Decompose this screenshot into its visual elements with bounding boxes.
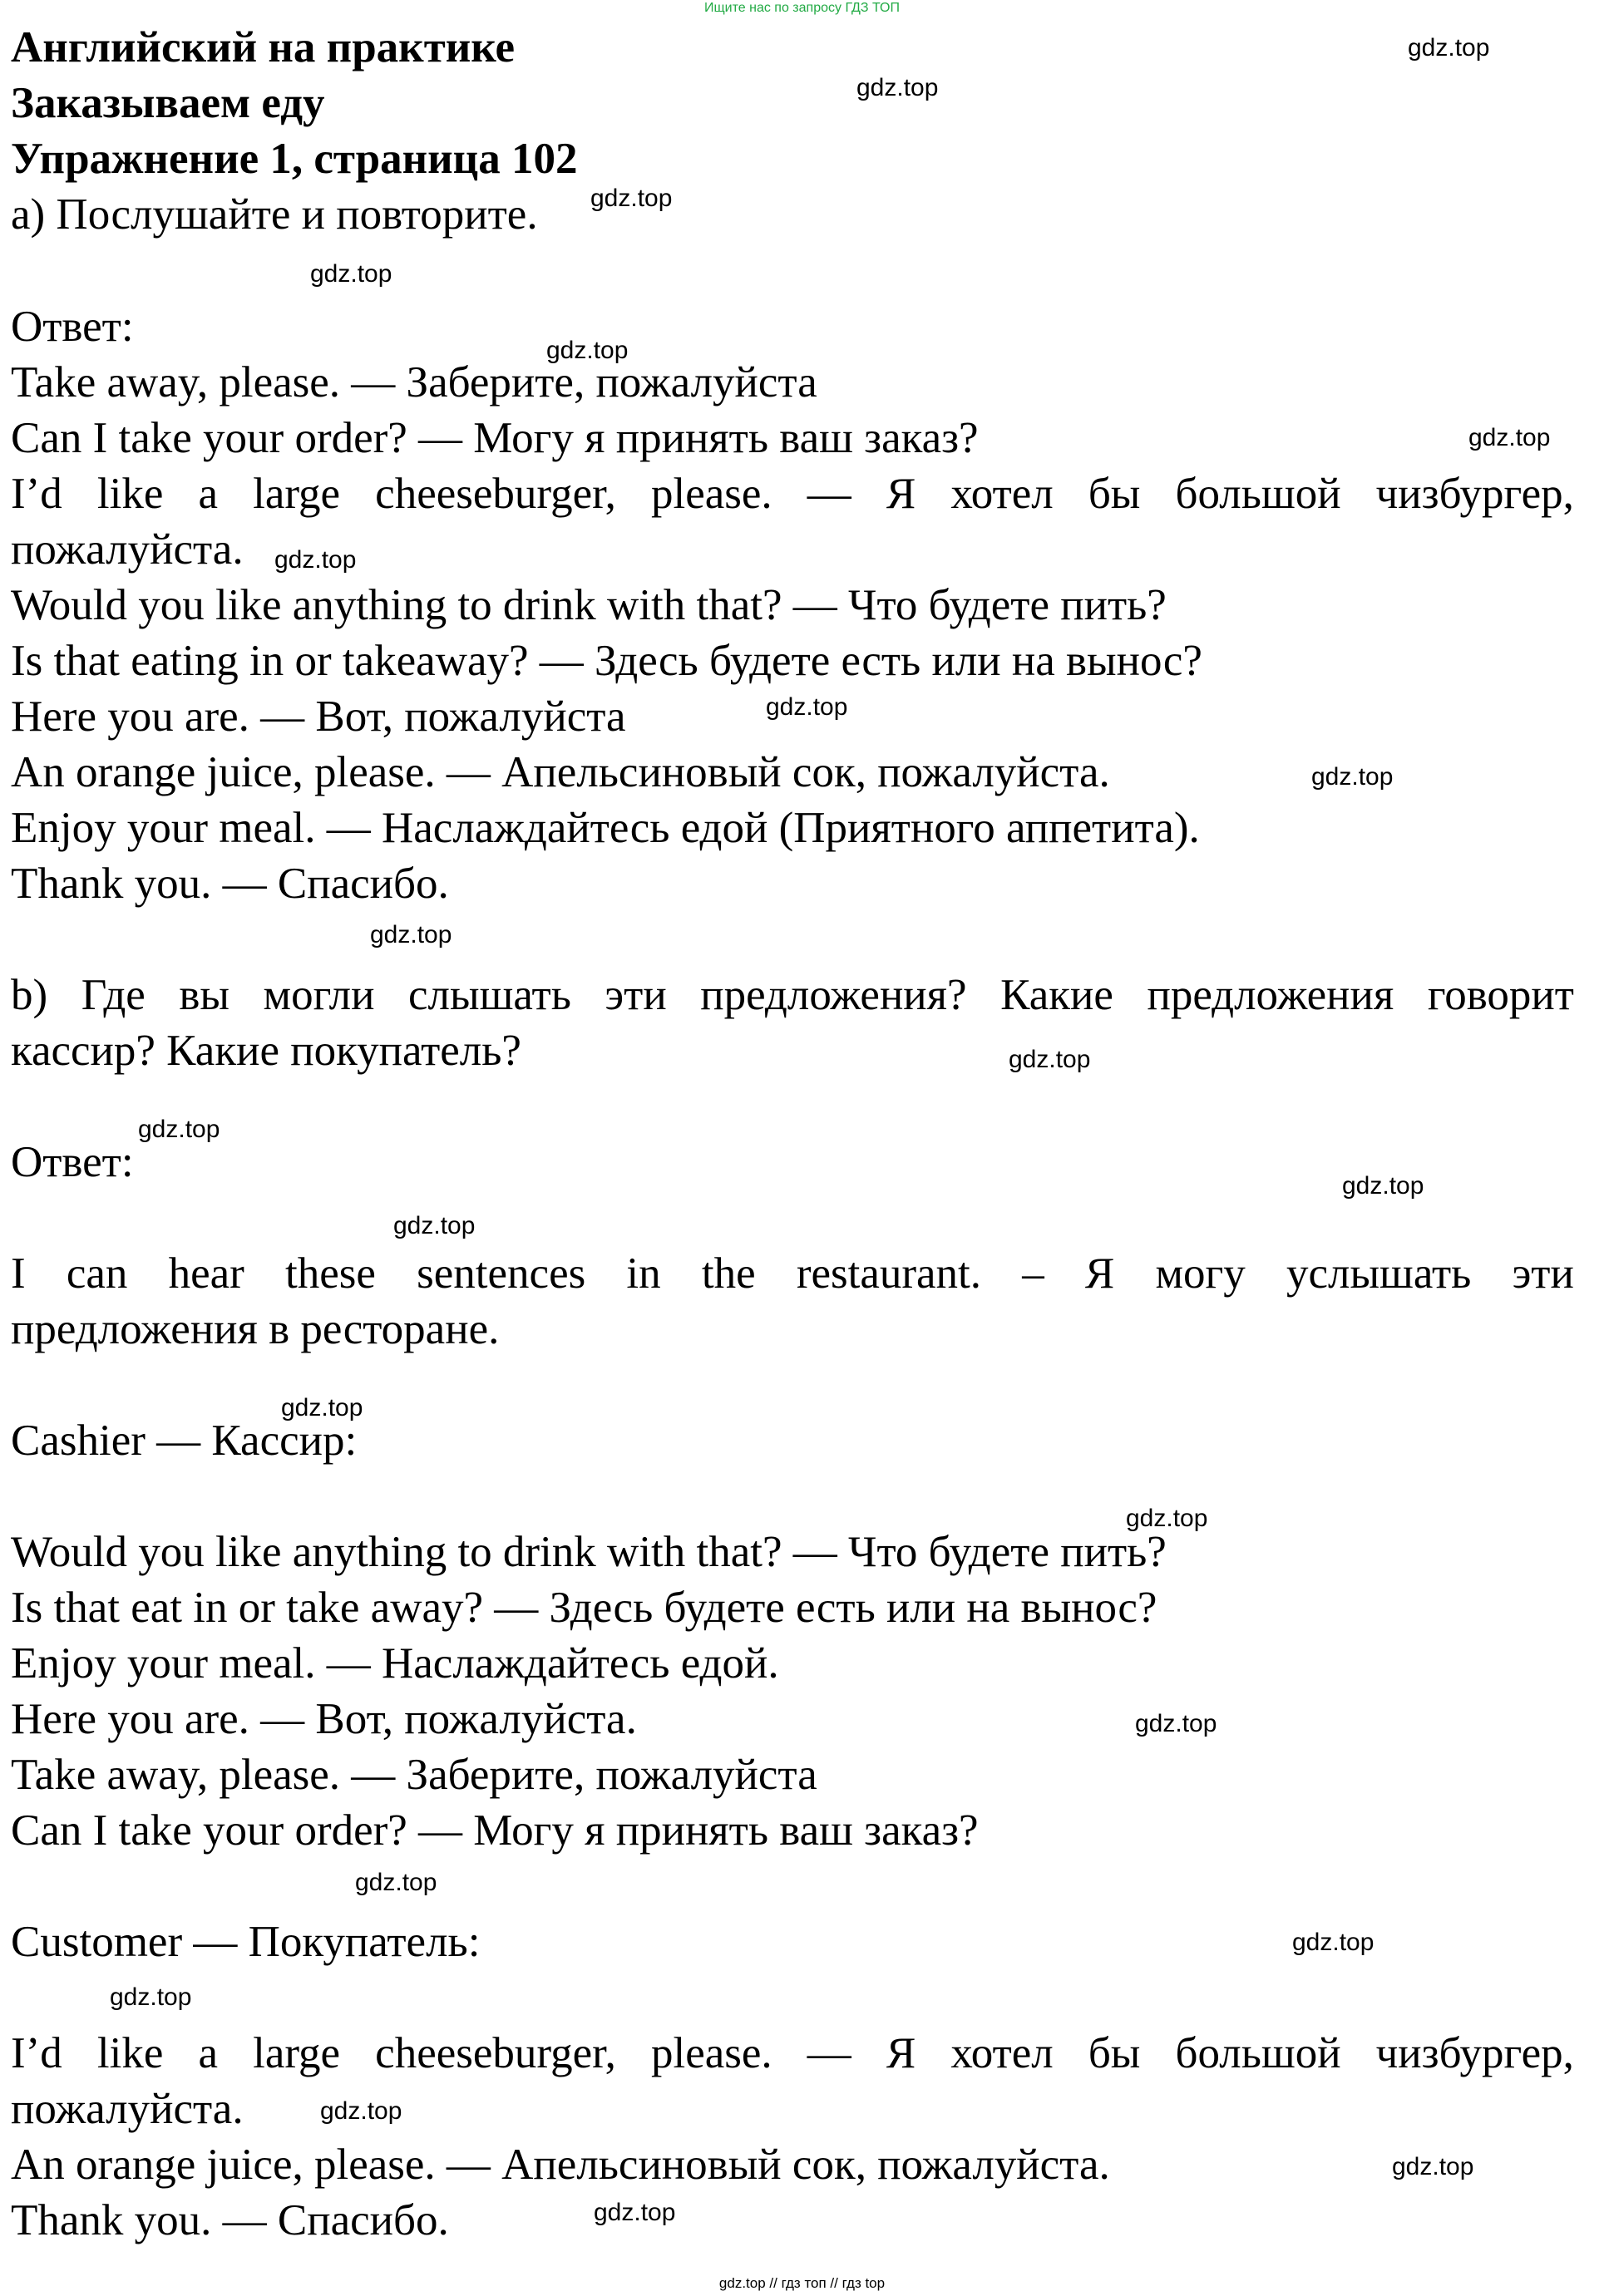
word: large (253, 2029, 341, 2077)
word: like (96, 2029, 164, 2077)
word: эти (605, 971, 667, 1019)
part-a-task: a) Послушайте и повторите. (11, 190, 538, 239)
word: sentences (417, 1249, 586, 1298)
word: like (96, 470, 164, 518)
word: бы (1088, 470, 1141, 518)
word: Я (886, 2029, 916, 2077)
word: restaurant. (796, 1249, 982, 1298)
part-a-line: Can I take your order? — Могу я принять ваш заказ? (11, 414, 979, 462)
part-a-line: Take away, please. — Заберите, пожалуйста (11, 358, 817, 406)
watermark: gdz.top (590, 185, 673, 212)
word: говорит (1427, 971, 1574, 1019)
word: can (66, 1249, 128, 1298)
word: Какие (1000, 971, 1113, 1019)
part-b-answer-label: Ответ: (11, 1138, 134, 1186)
watermark: gdz.top (1408, 34, 1490, 62)
watermark: gdz.top (546, 337, 629, 364)
part-b-answer-line-1 (11, 1246, 1574, 1301)
word: вы (179, 971, 230, 1019)
word: предложения? (700, 971, 967, 1019)
customer-line-justified (11, 2026, 1574, 2081)
watermark: gdz.top (1311, 763, 1394, 791)
watermark: gdz.top (310, 260, 392, 288)
word: – (1022, 1249, 1044, 1298)
part-a-line: Thank you. — Спасибо. (11, 860, 449, 908)
word: in (626, 1249, 661, 1298)
word: большой (1175, 470, 1341, 518)
watermark: gdz.top (110, 1983, 192, 2011)
word: слышать (407, 971, 571, 1019)
watermark: gdz.top (1126, 1505, 1208, 1532)
word: I’d (11, 470, 62, 518)
word: могу (1155, 1249, 1246, 1298)
cashier-line: Can I take your order? — Могу я принять ваш заказ? (11, 1806, 979, 1855)
cashier-line: Enjoy your meal. — Наслаждайтесь едой. (11, 1639, 779, 1688)
part-a-line-justified (11, 466, 1574, 521)
word: cheeseburger, (375, 470, 616, 518)
word: хотел (950, 470, 1054, 518)
word: чизбургер, (1375, 2029, 1574, 2077)
part-a-line: An orange juice, please. — Апельсиновый сок, пожалуйста. (11, 748, 1110, 796)
cashier-line: Here you are. — Вот, пожалуйста. (11, 1695, 637, 1743)
watermark: gdz.top (138, 1116, 220, 1143)
cashier-line: Is that eat in or take away? — Здесь будете есть или на вынос? (11, 1584, 1157, 1632)
customer-line: An orange juice, please. — Апельсиновый сок, пожалуйста. (11, 2141, 1110, 2189)
word: — (807, 470, 851, 518)
watermark: gdz.top (393, 1212, 476, 1239)
word: Я (886, 470, 916, 518)
watermark: gdz.top (1342, 1172, 1424, 1200)
part-a-line: Is that eating in or takeaway? — Здесь будете есть или на вынос? (11, 637, 1202, 685)
footer-note: gdz.top // гдз топ // гдз top (718, 2275, 886, 2291)
part-a-line: пожалуйста. (11, 525, 244, 574)
cashier-line: Would you like anything to drink with that? — Что будете пить? (11, 1528, 1167, 1576)
word: I (11, 1249, 26, 1298)
word: предложения (1147, 971, 1394, 1019)
word: a (198, 2029, 219, 2077)
word: бы (1088, 2029, 1141, 2077)
watermark: gdz.top (1292, 1929, 1375, 1956)
word: cheeseburger, (375, 2029, 616, 2077)
part-b-answer-line-2: предложения в ресторане. (11, 1305, 500, 1353)
word: I’d (11, 2029, 62, 2077)
watermark: gdz.top (355, 1869, 437, 1896)
word: хотел (950, 2029, 1054, 2077)
watermark: gdz.top (281, 1394, 363, 1421)
word: эти (1512, 1249, 1574, 1298)
word: please. (650, 2029, 772, 2077)
word: please. (650, 470, 772, 518)
word: a (198, 470, 219, 518)
title-line-2: Заказываем еду (11, 79, 325, 127)
watermark: gdz.top (856, 74, 939, 101)
cashier-line: Take away, please. — Заберите, пожалуйста (11, 1751, 817, 1799)
watermark: gdz.top (1135, 1710, 1217, 1737)
word: these (285, 1249, 376, 1298)
part-a-line: Would you like anything to drink with that? — Что будете пить? (11, 581, 1167, 629)
watermark: gdz.top (320, 2097, 402, 2125)
cashier-heading: Cashier — Кассир: (11, 1417, 358, 1465)
watermark: gdz.top (370, 921, 452, 948)
part-b-task-line-1 (11, 968, 1574, 1022)
word: b) (11, 971, 48, 1019)
customer-heading: Customer — Покупатель: (11, 1918, 481, 1966)
word: Где (81, 971, 146, 1019)
watermark: gdz.top (1392, 2153, 1474, 2180)
watermark: gdz.top (274, 546, 357, 574)
word: Я (1084, 1249, 1115, 1298)
title-line-3: Упражнение 1, страница 102 (11, 135, 578, 183)
word: large (253, 470, 341, 518)
watermark: gdz.top (766, 693, 848, 721)
part-b-task-line-2: кассир? Какие покупатель? (11, 1027, 521, 1075)
word: hear (168, 1249, 244, 1298)
header-note: Ищите нас по запросу ГДЗ ТОП (704, 1, 900, 15)
part-a-answer-label: Ответ: (11, 303, 134, 351)
word: могли (263, 971, 375, 1019)
part-a-line: Enjoy your meal. — Наслаждайтесь едой (Приятного аппетита). (11, 804, 1200, 852)
customer-line: пожалуйста. (11, 2085, 244, 2133)
title-line-1: Английский на практике (11, 23, 516, 71)
word: the (701, 1249, 756, 1298)
word: — (807, 2029, 851, 2077)
customer-line: Thank you. — Спасибо. (11, 2196, 449, 2244)
watermark: gdz.top (1468, 424, 1551, 451)
part-a-line: Here you are. — Вот, пожалуйста (11, 692, 626, 741)
word: услышать (1286, 1249, 1472, 1298)
watermark: gdz.top (1009, 1046, 1091, 1073)
watermark: gdz.top (594, 2199, 676, 2226)
word: чизбургер, (1375, 470, 1574, 518)
word: большой (1175, 2029, 1341, 2077)
